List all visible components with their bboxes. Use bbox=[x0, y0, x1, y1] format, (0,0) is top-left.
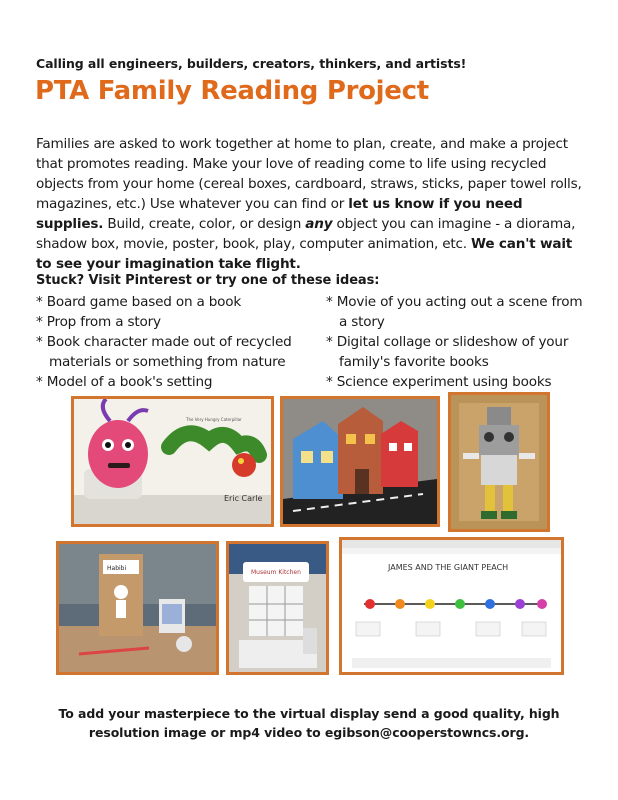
intro-text-1: Families are asked to work together at home to plan, create, and make a project that promotes reading. Make your love of reading come to life using recycled objects from your home (cereal boxes, cardboard, straws, sticks, paper towel rolls, magazines, etc.) Use whatever you can find or bbox=[36, 136, 582, 212]
ideas-list-right bbox=[326, 292, 588, 392]
photo-digital-slideshow bbox=[339, 537, 564, 675]
footer-line-2: resolution image or mp4 video to egibson@cooperstowncs.org. bbox=[88, 725, 530, 740]
photo-cardboard-houses bbox=[280, 396, 440, 527]
idea-item: * Prop from a story bbox=[36, 314, 161, 330]
slide-title: JAMES AND THE GIANT PEACH bbox=[388, 563, 509, 572]
bag-label: Habibi bbox=[107, 565, 127, 572]
idea-item: * Digital collage or slideshow of your family's favorite books bbox=[326, 334, 569, 370]
footer-note bbox=[40, 704, 578, 742]
footer-line-1: To add your masterpiece to the virtual display send a good quality, high bbox=[58, 706, 560, 721]
intro-paragraph bbox=[36, 134, 588, 274]
ideas-heading: Stuck? Visit Pinterest or try one of these ideas: bbox=[36, 273, 380, 288]
intro-text-3: object you can imagine - a diorama, shadow box, movie, poster, book, play, computer animation, etc. bbox=[36, 216, 576, 252]
idea-item: * Book character made out of recycled materials or something from nature bbox=[36, 334, 292, 370]
photo-caterpillar-craft bbox=[71, 396, 274, 527]
intro-text-2: Build, create, color, or design bbox=[103, 216, 306, 232]
page-title: PTA Family Reading Project bbox=[35, 76, 429, 106]
idea-item: * Science experiment using books bbox=[326, 374, 552, 390]
intro-emphasis: any bbox=[305, 216, 333, 232]
photo-recycled-robot bbox=[448, 392, 550, 532]
idea-item: * Board game based on a book bbox=[36, 294, 242, 310]
idea-item: * Movie of you acting out a scene from a story bbox=[326, 294, 583, 330]
intro-closing: We can't wait to see your imagination take flight. bbox=[36, 236, 573, 272]
intro-supplies-note: let us know if you need supplies. bbox=[36, 196, 523, 232]
photo-paper-bag-puppet bbox=[56, 541, 219, 675]
idea-item: * Model of a book's setting bbox=[36, 374, 213, 390]
caterpillar-cover-title: The Very Hungry Caterpillar bbox=[186, 417, 242, 422]
museum-sign: Museum Kitchen bbox=[251, 569, 301, 576]
photo-museum-kitchen-model bbox=[226, 541, 329, 675]
caterpillar-author: Eric Carle bbox=[224, 494, 263, 503]
tagline: Calling all engineers, builders, creators, thinkers, and artists! bbox=[36, 56, 467, 71]
ideas-list-left bbox=[36, 292, 316, 392]
